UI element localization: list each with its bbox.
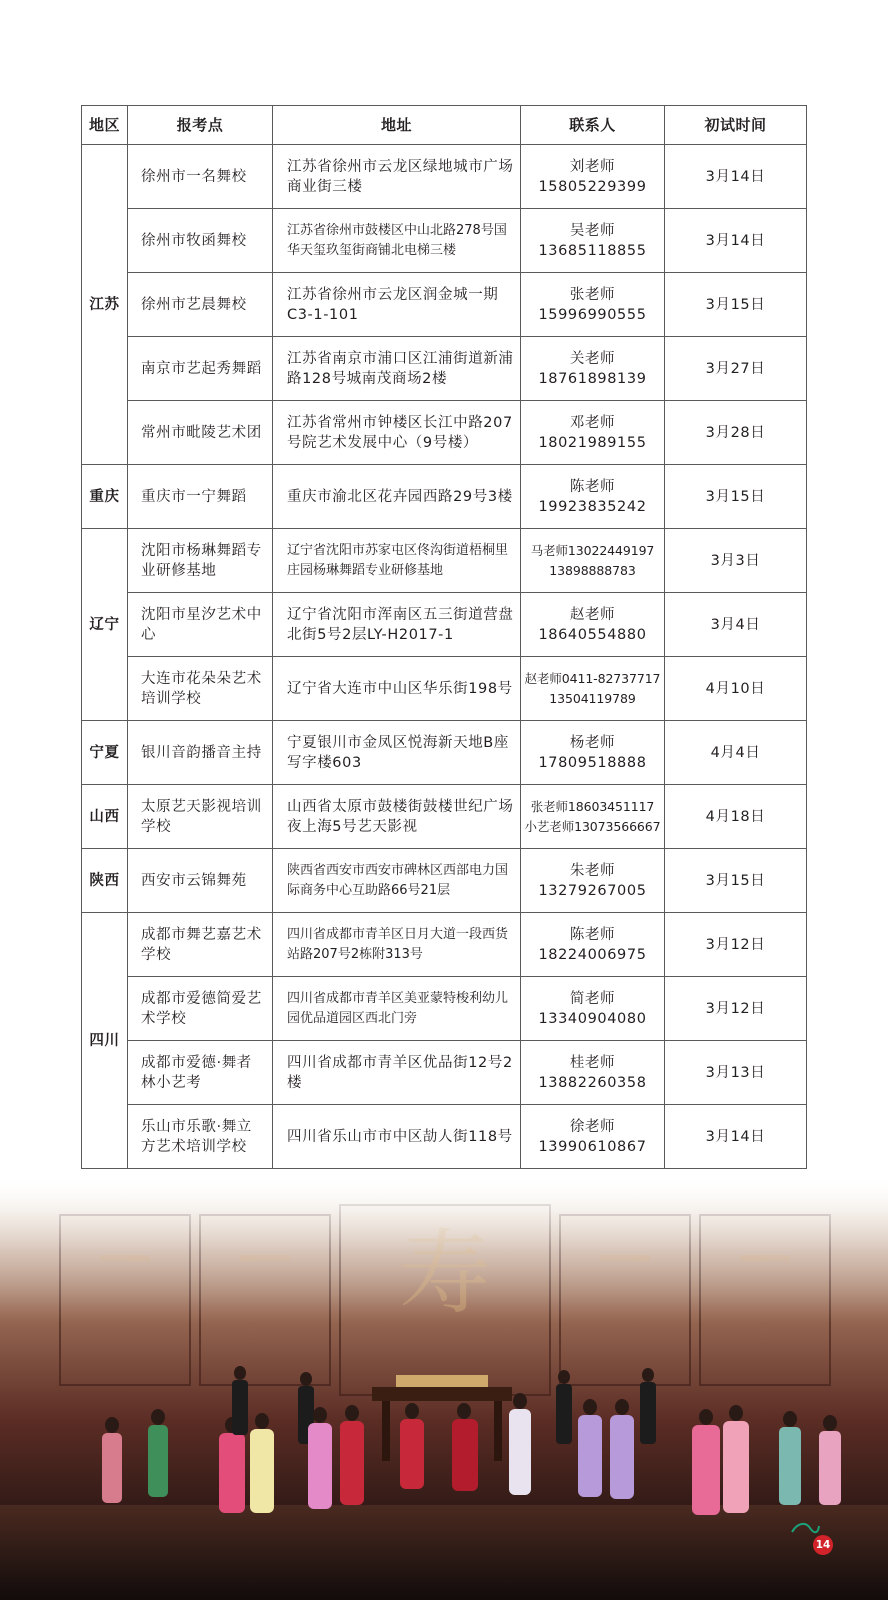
time-cell: 3月15日 (665, 273, 807, 337)
contact-cell (521, 273, 665, 337)
contact-name: 邓老师 (569, 414, 616, 431)
header-contact: 联系人 (521, 106, 665, 145)
address-cell: 江苏省徐州市云龙区润金城一期C3-1-101 (273, 273, 521, 337)
site-cell: 成都市舞艺嘉艺术学校 (128, 913, 273, 977)
address-cell: 江苏省徐州市鼓楼区中山北路278号国华天玺玖玺街商铺北电梯三楼 (273, 209, 521, 273)
site-cell: 成都市爱德简爱艺术学校 (128, 977, 273, 1041)
contact-phone: 13882260358 (538, 1074, 647, 1091)
contact-phone: 13279267005 (538, 882, 647, 899)
region-sichuan: 四川 (82, 913, 128, 1169)
contact-phone: 13685118855 (538, 242, 647, 259)
performers-illustration (0, 1175, 888, 1600)
address-cell: 江苏省常州市钟楼区长江中路207号院艺术发展中心（9号楼） (273, 401, 521, 465)
site-cell: 沈阳市星汐艺术中心 (128, 593, 273, 657)
performer-figures (102, 1366, 841, 1515)
header-address: 地址 (273, 106, 521, 145)
contact-name: 朱老师 (569, 862, 616, 879)
site-cell: 常州市毗陵艺术团 (128, 401, 273, 465)
site-cell: 银川音韵播音主持 (128, 721, 273, 785)
contact-name: 吴老师 (569, 222, 616, 239)
table-row (82, 273, 807, 337)
contact-name: 刘老师 (569, 158, 616, 175)
time-cell: 3月4日 (665, 593, 807, 657)
address-cell: 重庆市渝北区花卉园西路29号3楼 (273, 465, 521, 529)
header-time: 初试时间 (665, 106, 807, 145)
contact-cell (521, 529, 665, 593)
table-row (82, 657, 807, 721)
contact-name: 陈老师 (569, 926, 616, 943)
site-cell: 太原艺天影视培训学校 (128, 785, 273, 849)
table-row (82, 465, 807, 529)
time-cell: 3月12日 (665, 913, 807, 977)
time-cell: 3月27日 (665, 337, 807, 401)
table-row (82, 721, 807, 785)
contact-cell (521, 849, 665, 913)
time-cell: 4月4日 (665, 721, 807, 785)
region-jiangsu: 江苏 (82, 145, 128, 465)
table-row (82, 401, 807, 465)
contact-cell (521, 145, 665, 209)
table-row (82, 593, 807, 657)
address-cell: 江苏省南京市浦口区江浦街道新浦路128号城南茂商场2楼 (273, 337, 521, 401)
contact-cell (521, 785, 665, 849)
site-cell: 南京市艺起秀舞蹈 (128, 337, 273, 401)
contact-cell (521, 913, 665, 977)
page-number: 14 (813, 1535, 833, 1555)
region-shanxi: 山西 (82, 785, 128, 849)
time-cell: 3月15日 (665, 465, 807, 529)
site-cell: 大连市花朵朵艺术培训学校 (128, 657, 273, 721)
contact-name: 杨老师 (569, 734, 616, 751)
contact-name: 张老师 (569, 286, 616, 303)
contact-phone: 15805229399 (538, 178, 647, 195)
contact-line: 赵老师0411-82737717 (524, 670, 661, 686)
contact-name: 简老师 (569, 990, 616, 1007)
address-cell: 山西省太原市鼓楼街鼓楼世纪广场夜上海5号艺天影视 (273, 785, 521, 849)
header-region: 地区 (82, 106, 128, 145)
contact-phone: 15996990555 (538, 306, 647, 323)
contact-phone: 18761898139 (538, 370, 647, 387)
contact-phone: 17809518888 (538, 754, 647, 771)
exam-sites-table (81, 105, 807, 1169)
contact-cell (521, 465, 665, 529)
table-row (82, 913, 807, 977)
contact-cell (521, 593, 665, 657)
address-cell: 江苏省徐州市云龙区绿地城市广场商业街三楼 (273, 145, 521, 209)
swirl-logo-icon (790, 1520, 820, 1536)
contact-line: 13504119789 (549, 690, 636, 706)
site-cell: 徐州市艺晨舞校 (128, 273, 273, 337)
contact-phone: 18224006975 (538, 946, 647, 963)
region-shaanxi: 陕西 (82, 849, 128, 913)
time-cell: 3月12日 (665, 977, 807, 1041)
time-cell: 3月14日 (665, 209, 807, 273)
contact-name: 徐老师 (569, 1118, 616, 1135)
site-cell: 沈阳市杨琳舞蹈专业研修基地 (128, 529, 273, 593)
address-cell: 四川省成都市青羊区优品街12号2楼 (273, 1041, 521, 1105)
site-cell: 徐州市一名舞校 (128, 145, 273, 209)
contact-line: 13898888783 (549, 562, 636, 578)
time-cell: 3月14日 (665, 1105, 807, 1169)
table-row (82, 337, 807, 401)
site-cell: 成都市爱德·舞者林小艺考 (128, 1041, 273, 1105)
address-cell: 四川省成都市青羊区美亚蒙特梭利幼儿园优品道园区西北门旁 (273, 977, 521, 1041)
table-row (82, 785, 807, 849)
time-cell: 3月14日 (665, 145, 807, 209)
contact-cell (521, 657, 665, 721)
contact-name: 关老师 (569, 350, 616, 367)
site-cell: 乐山市乐歌·舞立方艺术培训学校 (128, 1105, 273, 1169)
contact-cell (521, 209, 665, 273)
time-cell: 3月3日 (665, 529, 807, 593)
site-cell: 西安市云锦舞苑 (128, 849, 273, 913)
region-ningxia: 宁夏 (82, 721, 128, 785)
table-row (82, 529, 807, 593)
time-cell: 3月15日 (665, 849, 807, 913)
address-cell: 四川省乐山市市中区劼人街118号 (273, 1105, 521, 1169)
table-row (82, 1041, 807, 1105)
time-cell: 4月10日 (665, 657, 807, 721)
contact-cell (521, 1105, 665, 1169)
contact-cell (521, 337, 665, 401)
address-cell: 陕西省西安市西安市碑林区西部电力国际商务中心互助路66号21层 (273, 849, 521, 913)
table-row (82, 145, 807, 209)
contact-phone: 18640554880 (538, 626, 647, 643)
address-cell: 辽宁省沈阳市苏家屯区佟沟街道梧桐里庄园杨琳舞蹈专业研修基地 (273, 529, 521, 593)
time-cell: 3月28日 (665, 401, 807, 465)
table-row (82, 1105, 807, 1169)
site-cell: 重庆市一宁舞蹈 (128, 465, 273, 529)
table-row (82, 977, 807, 1041)
time-cell: 3月13日 (665, 1041, 807, 1105)
stage-performance-photo (0, 1175, 888, 1600)
table-row (82, 849, 807, 913)
contact-cell (521, 1041, 665, 1105)
region-liaoning: 辽宁 (82, 529, 128, 721)
contact-cell (521, 977, 665, 1041)
contact-line: 马老师13022449197 (530, 542, 655, 558)
site-cell: 徐州市牧函舞校 (128, 209, 273, 273)
header-site: 报考点 (128, 106, 273, 145)
address-cell: 四川省成都市青羊区日月大道一段西货站路207号2栋附313号 (273, 913, 521, 977)
contact-cell (521, 401, 665, 465)
contact-cell (521, 721, 665, 785)
contact-phone: 13340904080 (538, 1010, 647, 1027)
contact-name: 赵老师 (569, 606, 616, 623)
address-cell: 宁夏银川市金凤区悦海新天地B座写字楼603 (273, 721, 521, 785)
address-cell: 辽宁省大连市中山区华乐街198号 (273, 657, 521, 721)
table-row (82, 209, 807, 273)
address-cell: 辽宁省沈阳市浑南区五三街道营盘北街5号2层LY-H2017-1 (273, 593, 521, 657)
contact-phone: 13990610867 (538, 1138, 647, 1155)
contact-line: 张老师18603451117 (530, 798, 655, 814)
contact-phone: 19923835242 (538, 498, 647, 515)
time-cell: 4月18日 (665, 785, 807, 849)
contact-line: 小艺老师13073566667 (524, 818, 661, 834)
contact-phone: 18021989155 (538, 434, 647, 451)
table-header-row (82, 106, 807, 145)
contact-name: 桂老师 (569, 1054, 616, 1071)
region-chongqing: 重庆 (82, 465, 128, 529)
contact-name: 陈老师 (569, 478, 616, 495)
